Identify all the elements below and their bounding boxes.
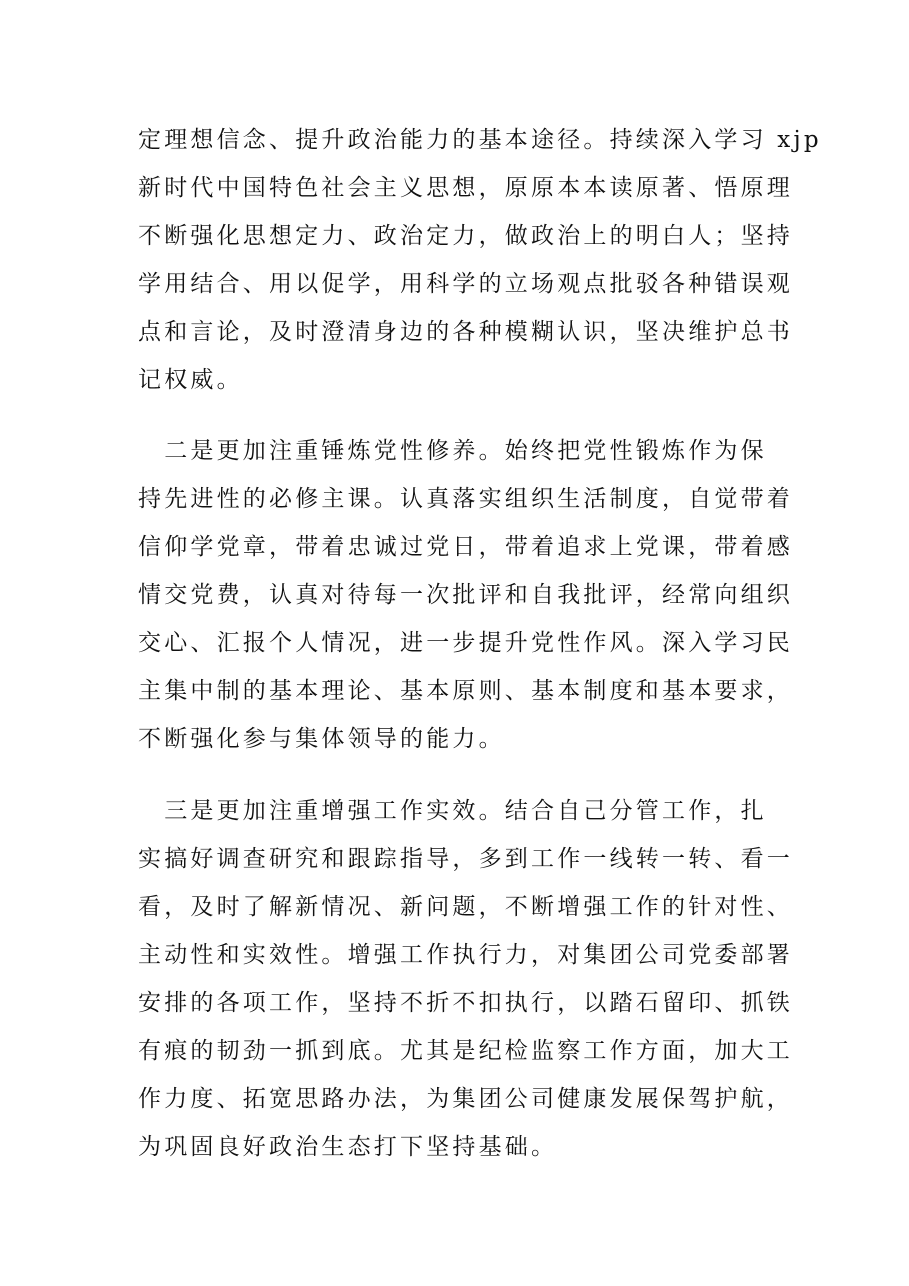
text-line: 安排的各项工作，坚持不折不扣执行，以踏石留印、抓铁 bbox=[138, 990, 793, 1016]
text-line: 交心、汇报个人情况，进一步提升党性作风。深入学习民 bbox=[138, 630, 793, 656]
text-line: 看，及时了解新情况、新问题，不断增强工作的针对性、 bbox=[138, 894, 793, 920]
text-line: 新时代中国特色社会主义思想，原原本本读原著、悟原理 bbox=[138, 175, 793, 201]
text-line: 为巩固良好政治生态打下坚持基础。 bbox=[138, 1134, 558, 1160]
text-line: 定理想信念、提升政治能力的基本途径。持续深入学习 xjp bbox=[138, 127, 822, 153]
text-line: 情交党费，认真对待每一次批评和自我批评，经常向组织 bbox=[138, 582, 793, 608]
text-line: 主集中制的基本理论、基本原则、基本制度和基本要求， bbox=[138, 678, 793, 704]
text-line: 不断强化参与集体领导的能力。 bbox=[138, 726, 505, 752]
text-line: 学用结合、用以促学，用科学的立场观点批驳各种错误观 bbox=[138, 271, 793, 297]
text-line: 信仰学党章，带着忠诚过党日，带着追求上党课，带着感 bbox=[138, 534, 793, 560]
text-line: 作力度、拓宽思路办法，为集团公司健康发展保驾护航， bbox=[138, 1086, 793, 1112]
text-line: 点和言论，及时澄清身边的各种模糊认识，坚决维护总书 bbox=[138, 319, 793, 345]
text-line: 不断强化思想定力、政治定力，做政治上的明白人；坚持 bbox=[138, 223, 793, 249]
paragraph-1 bbox=[138, 116, 822, 404]
text-line: 实搞好调查研究和跟踪指导，多到工作一线转一转、看一 bbox=[138, 846, 793, 872]
text-line: 持先进性的必修主课。认真落实组织生活制度，自觉带着 bbox=[138, 486, 793, 512]
text-line: 主动性和实效性。增强工作执行力，对集团公司党委部署 bbox=[138, 942, 793, 968]
text-line: 二是更加注重锤炼党性修养。始终把党性锻炼作为保 bbox=[138, 438, 767, 464]
text-line: 有痕的韧劲一抓到底。尤其是纪检监察工作方面，加大工 bbox=[138, 1038, 793, 1064]
paragraph-2 bbox=[138, 427, 793, 763]
text-line: 三是更加注重增强工作实效。结合自己分管工作，扎 bbox=[138, 798, 767, 824]
text-line: 记权威。 bbox=[138, 367, 243, 393]
paragraph-3 bbox=[138, 787, 793, 1171]
